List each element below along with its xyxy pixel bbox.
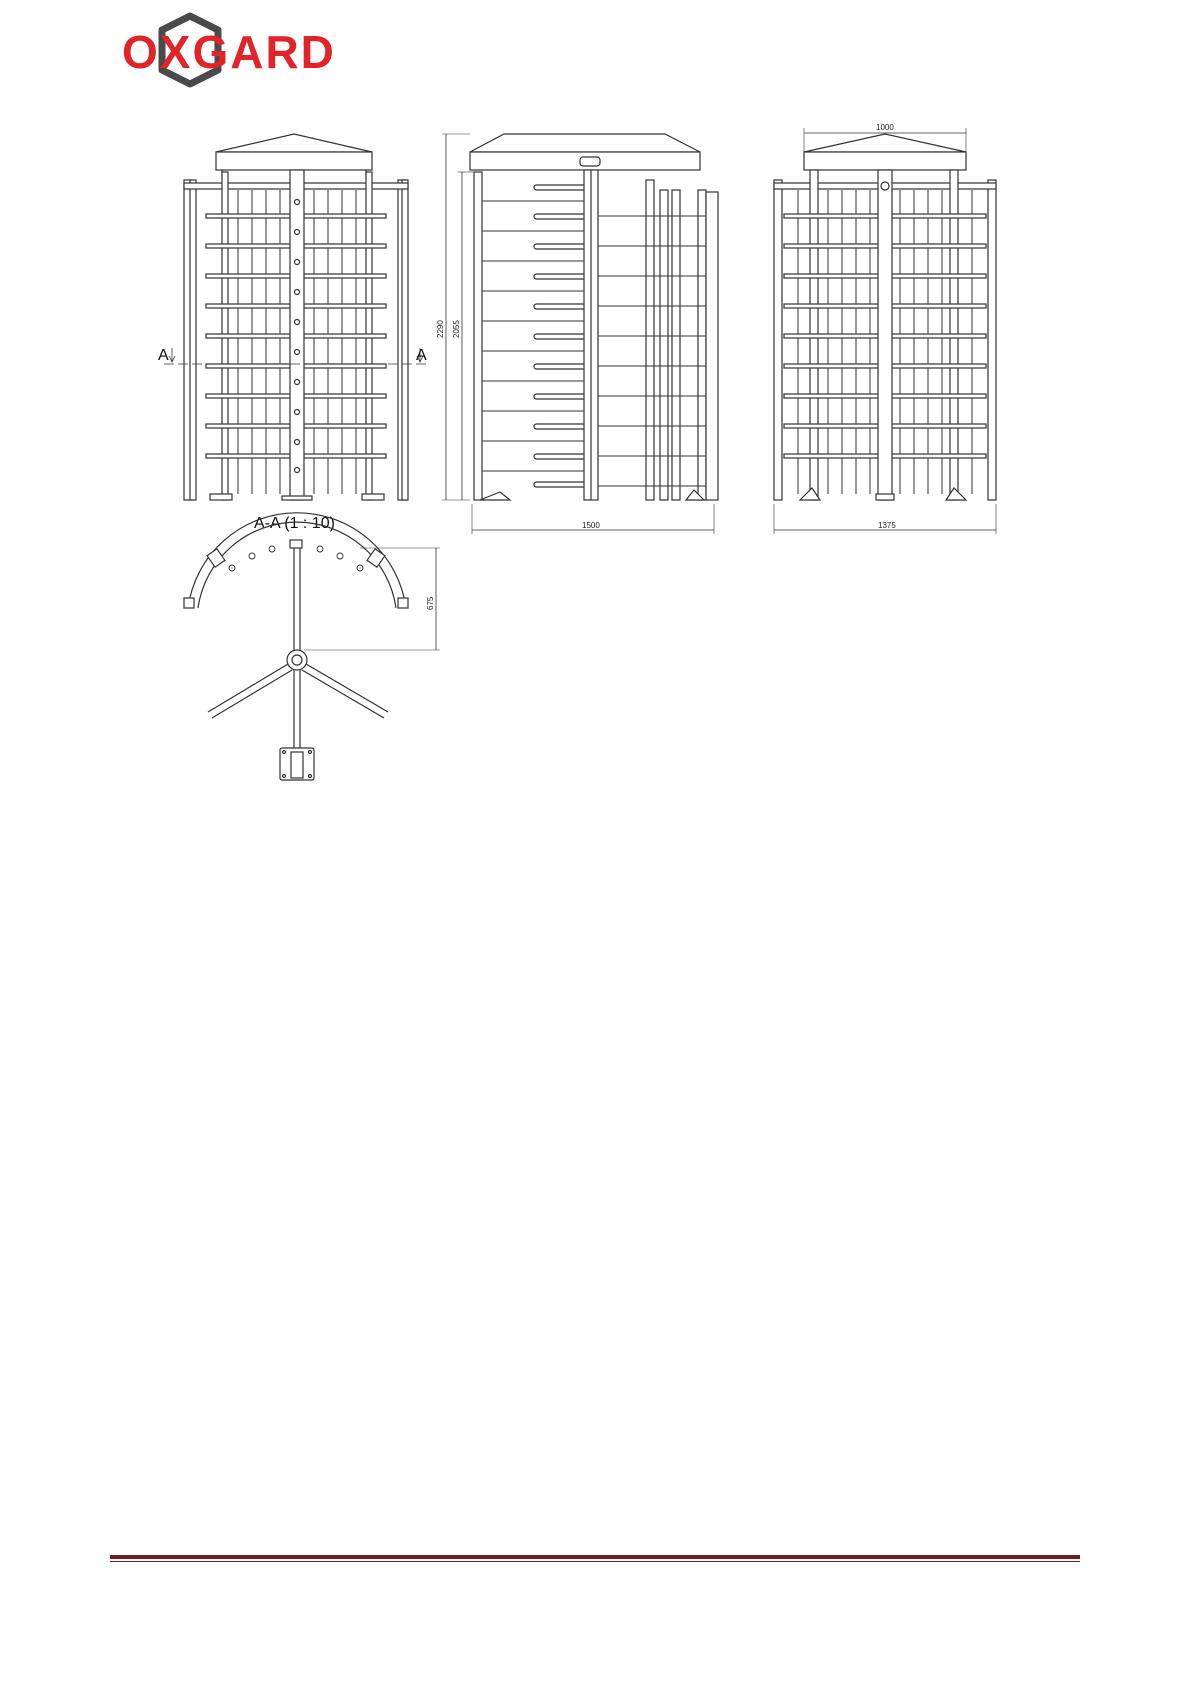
footer-rule <box>110 1555 1080 1565</box>
footer-rule-thick <box>110 1555 1080 1559</box>
dim-roof-width: 1000 <box>876 123 894 132</box>
section-marker-right: A <box>416 347 427 364</box>
dim-passage-height: 2055 <box>452 320 461 338</box>
logo-text: OXGARD <box>122 26 336 78</box>
section-marker-left: A <box>158 347 169 364</box>
rear-view <box>774 123 996 534</box>
dim-rear-width: 1375 <box>878 521 896 530</box>
section-title: A-A (1 : 10) <box>254 515 335 532</box>
turnstile-technical-drawing <box>0 0 1192 800</box>
side-view <box>436 134 718 534</box>
dim-overall-height: 2290 <box>436 320 445 338</box>
footer-rule-thin <box>110 1561 1080 1562</box>
front-view <box>158 134 428 500</box>
dim-arc-depth: 675 <box>426 596 435 610</box>
dim-side-width: 1500 <box>582 521 600 530</box>
section-view <box>184 513 440 780</box>
